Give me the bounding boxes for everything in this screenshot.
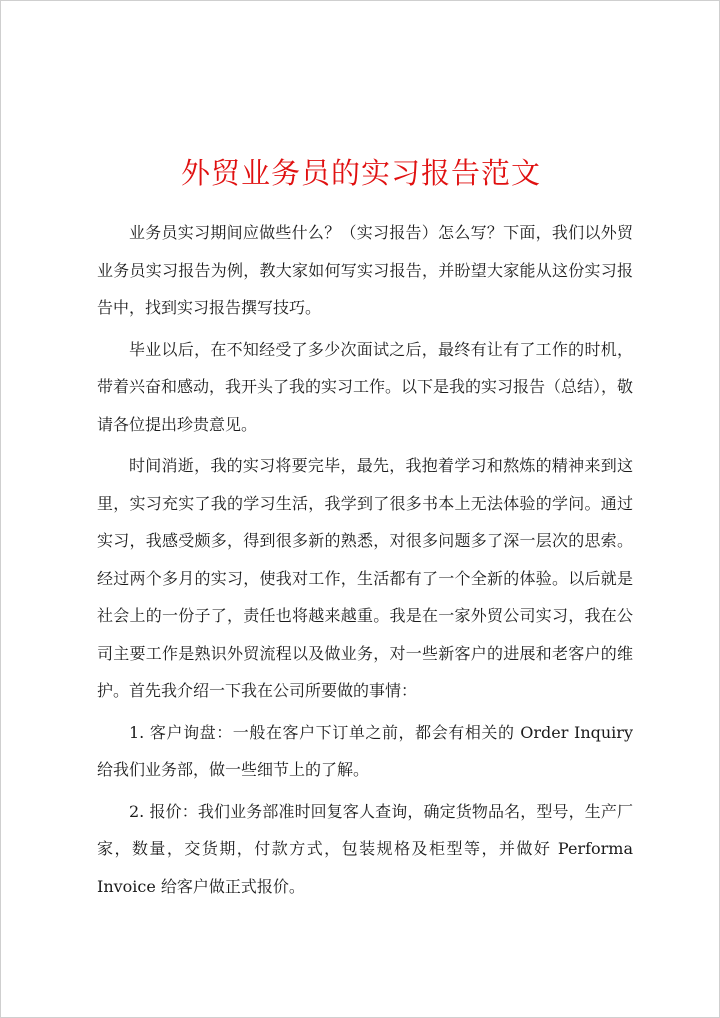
paragraph-customer-inquiry: 1. 客户询盘：一般在客户下订单之前，都会有相关的 Order Inquiry 给我们业务部，做一些细节上的了解。 xyxy=(97,722,633,779)
paragraph-quotation: 2. 报价：我们业务部准时回复客人查询，确定货物品名，型号，生产厂家，数量，交货期，付款方式，包装规格及柜型等，并做好 Performa Invoice 给客户做正式报价。 xyxy=(97,801,633,896)
paragraph-graduation: 毕业以后，在不知经受了多少次面试之后，最终有让有了工作的时机，带着兴奋和感动，我开头了我的实习工作。以下是我的实习报告（总结），敬请各位提出珍贵意见。 xyxy=(97,339,634,434)
paragraph-internship-experience: 时间消逝，我的实习将要完毕，最先，我抱着学习和熬炼的精神来到这里，实习充实了我的学习生活，我学到了很多书本上无法体验的学问。通过实习，我感受颇多，得到很多新的熟悉，对很多问题多了深一层次的思索。经过两个多月的实习，使我对工作，生活都有了一个全新的体验。以后就是社会上的一份子了，责任也将越来越重。我是在一家外贸公司实习，我在公司主要工作是熟识外贸流程以及做业务，对一些新客户的进展和老客户的维护。首先我介绍一下我在公司所要做的事情： xyxy=(97,456,633,700)
paragraph-intro: 业务员实习期间应做些什么？（实习报告）怎么写？下面，我们以外贸业务员实习报告为例，教大家如何写实习报告，并盼望大家能从这份实习报告中，找到实习报告撰写技巧。 xyxy=(97,223,633,317)
document-body xyxy=(97,214,633,909)
document-title: 外贸业务员的实习报告范文 xyxy=(180,156,541,190)
